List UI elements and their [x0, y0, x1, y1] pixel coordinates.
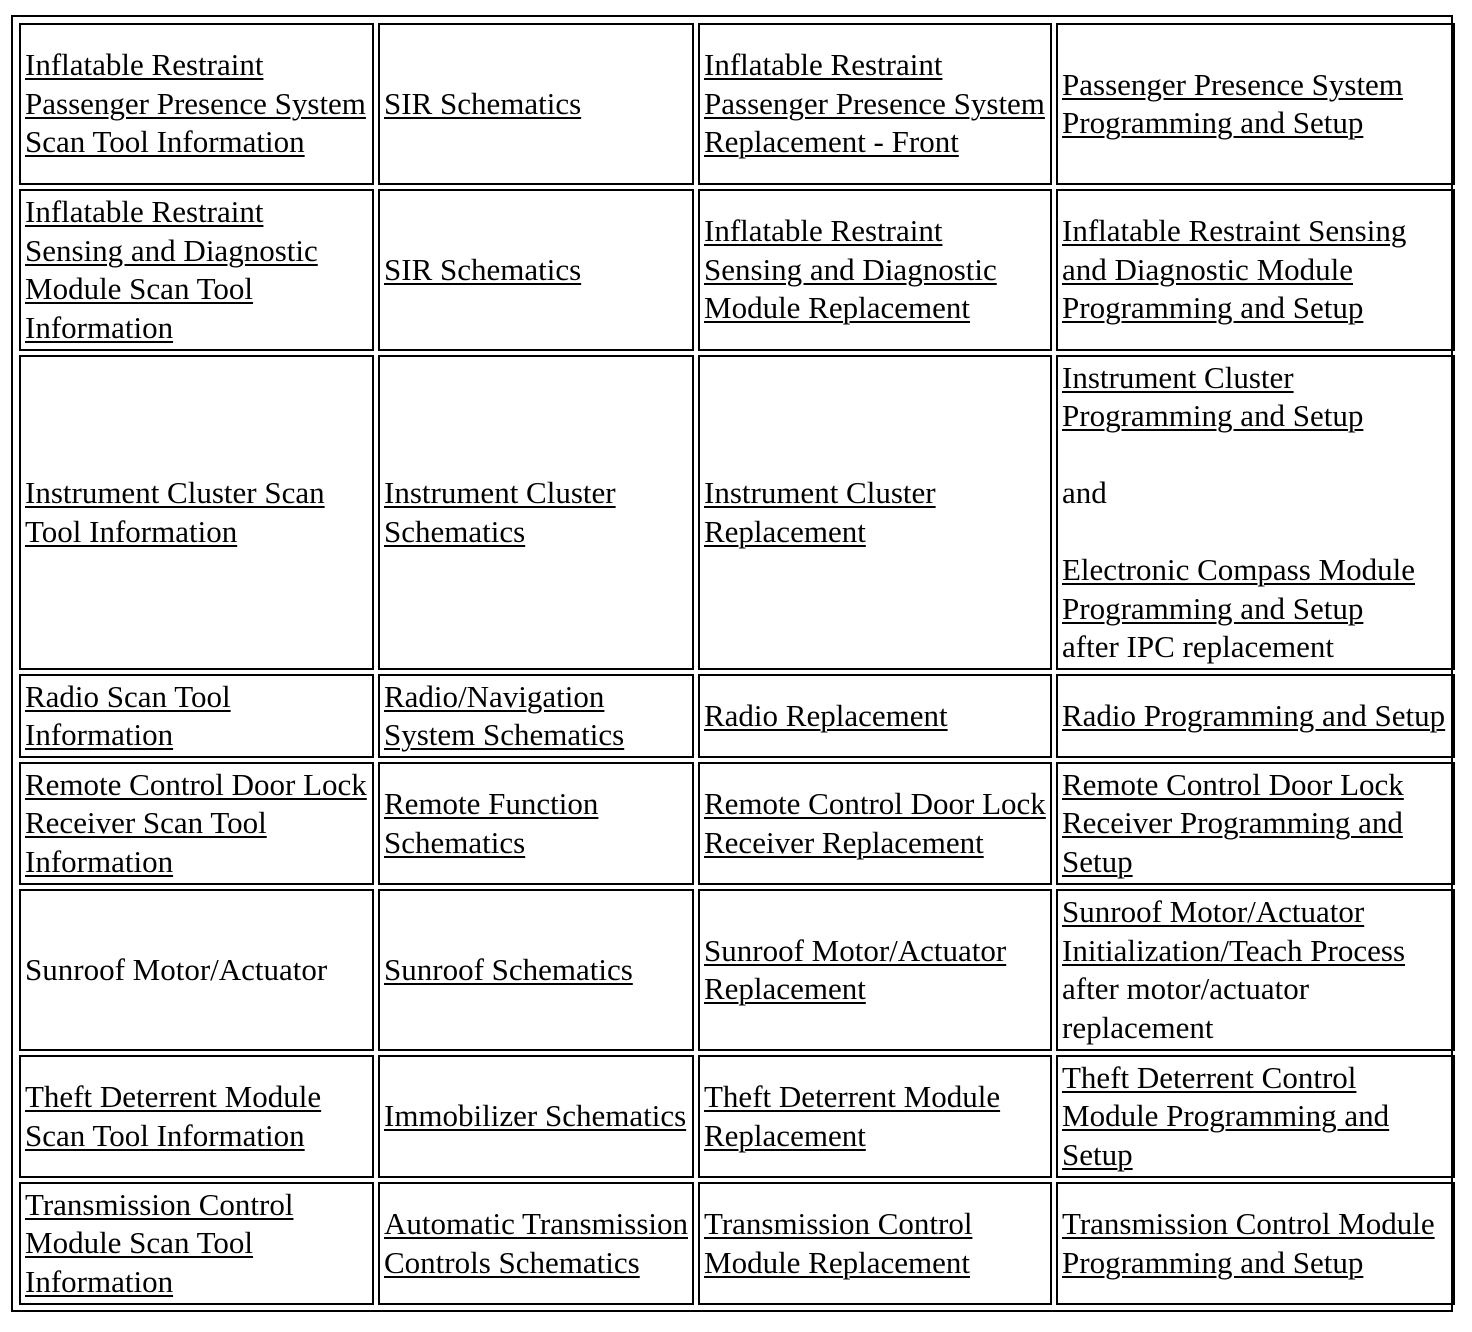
replacement-link[interactable]: Sunroof Motor/Actuator Replacement [704, 932, 1007, 1006]
table-cell-programming [1056, 189, 1455, 351]
table-cell-schematics [378, 674, 694, 758]
table-row [19, 1182, 1455, 1305]
programming-link[interactable]: Instrument Cluster Programming and Setup [1062, 359, 1364, 433]
table-cell-programming [1056, 889, 1455, 1051]
programming-note: after IPC replacement [1062, 629, 1334, 664]
scan-tool-info-link[interactable]: Instrument Cluster Scan Tool Information [25, 475, 325, 549]
table-cell-schematics [378, 1182, 694, 1305]
replacement-link[interactable]: Instrument Cluster Replacement [704, 475, 936, 549]
programming-link[interactable]: Sunroof Motor/Actuator Initialization/Teach Process [1062, 894, 1406, 968]
table-cell-scan-tool [19, 23, 374, 185]
table-cell-schematics [378, 355, 694, 670]
table-cell-schematics [378, 23, 694, 185]
table-cell-programming [1056, 355, 1455, 670]
replacement-link[interactable]: Transmission Control Module Replacement [704, 1206, 973, 1280]
programming-link[interactable]: Passenger Presence System Programming and Setup [1062, 66, 1403, 140]
programming-link[interactable]: Remote Control Door Lock Receiver Programming and Setup [1062, 766, 1404, 879]
schematics-link[interactable]: Sunroof Schematics [384, 951, 633, 987]
scan-tool-info-text: Sunroof Motor/Actuator [25, 951, 328, 987]
programming-link[interactable]: Transmission Control Module Programming and Setup [1062, 1206, 1435, 1280]
table-row [19, 1055, 1455, 1178]
table-cell-programming [1056, 1055, 1455, 1178]
schematics-link[interactable]: Remote Function Schematics [384, 786, 599, 860]
scan-tool-info-link[interactable]: Remote Control Door Lock Receiver Scan Tool Information [25, 766, 367, 879]
table-row [19, 23, 1455, 185]
table-row [19, 762, 1455, 885]
scan-tool-info-link[interactable]: Transmission Control Module Scan Tool Information [25, 1186, 294, 1299]
table-cell-replacement [698, 1182, 1052, 1305]
scan-tool-info-link[interactable]: Theft Deterrent Module Scan Tool Information [25, 1079, 322, 1153]
table-row [19, 889, 1455, 1051]
table-cell-scan-tool [19, 762, 374, 885]
programming-link[interactable]: Theft Deterrent Control Module Programming and Setup [1062, 1059, 1390, 1172]
table-cell-scan-tool [19, 889, 374, 1051]
table-cell-replacement [698, 189, 1052, 351]
table-cell-replacement [698, 1055, 1052, 1178]
table-cell-programming [1056, 23, 1455, 185]
compass-programming-link[interactable]: Electronic Compass Module Programming and Setup [1062, 552, 1415, 626]
replacement-link[interactable]: Remote Control Door Lock Receiver Replacement [704, 786, 1046, 860]
table-cell-schematics [378, 1055, 694, 1178]
table-cell-programming [1056, 762, 1455, 885]
replacement-link[interactable]: Theft Deterrent Module Replacement [704, 1079, 1001, 1153]
table-row [19, 355, 1455, 670]
table-row [19, 189, 1455, 351]
table-cell-schematics [378, 762, 694, 885]
service-procedures-table-frame [11, 15, 1453, 1312]
spacer [1062, 513, 1449, 552]
programming-link[interactable]: Inflatable Restraint Sensing and Diagnostic Module Programming and Setup [1062, 213, 1407, 326]
table-cell-scan-tool [19, 189, 374, 351]
replacement-link[interactable]: Inflatable Restraint Passenger Presence System Replacement - Front [704, 47, 1045, 160]
schematics-link[interactable]: SIR Schematics [384, 85, 582, 121]
programming-link[interactable]: Radio Programming and Setup [1062, 697, 1446, 733]
table-cell-replacement [698, 674, 1052, 758]
table-cell-replacement [698, 355, 1052, 670]
table-cell-scan-tool [19, 674, 374, 758]
spacer [1062, 436, 1449, 475]
joiner-text: and [1062, 475, 1107, 510]
table-cell-scan-tool [19, 355, 374, 670]
table-cell-programming [1056, 1182, 1455, 1305]
schematics-link[interactable]: Automatic Transmission Controls Schematics [384, 1206, 689, 1280]
table-cell-replacement [698, 762, 1052, 885]
schematics-link[interactable]: SIR Schematics [384, 251, 582, 287]
scan-tool-info-link[interactable]: Inflatable Restraint Sensing and Diagnostic Module Scan Tool Information [25, 194, 318, 345]
replacement-link[interactable]: Inflatable Restraint Sensing and Diagnostic Module Replacement [704, 213, 997, 326]
table-row [19, 674, 1455, 758]
table-cell-scan-tool [19, 1055, 374, 1178]
schematics-link[interactable]: Instrument Cluster Schematics [384, 475, 616, 549]
table-cell-schematics [378, 889, 694, 1051]
programming-note: after motor/actuator replacement [1062, 971, 1310, 1045]
service-procedures-table [15, 19, 1459, 1309]
replacement-link[interactable]: Radio Replacement [704, 697, 948, 733]
scan-tool-info-link[interactable]: Radio Scan Tool Information [25, 678, 231, 752]
table-cell-programming [1056, 674, 1455, 758]
schematics-link[interactable]: Radio/Navigation System Schematics [384, 678, 625, 752]
table-cell-replacement [698, 23, 1052, 185]
table-cell-schematics [378, 189, 694, 351]
table-cell-scan-tool [19, 1182, 374, 1305]
scan-tool-info-link[interactable]: Inflatable Restraint Passenger Presence System Scan Tool Information [25, 47, 366, 160]
table-cell-replacement [698, 889, 1052, 1051]
schematics-link[interactable]: Immobilizer Schematics [384, 1098, 687, 1134]
